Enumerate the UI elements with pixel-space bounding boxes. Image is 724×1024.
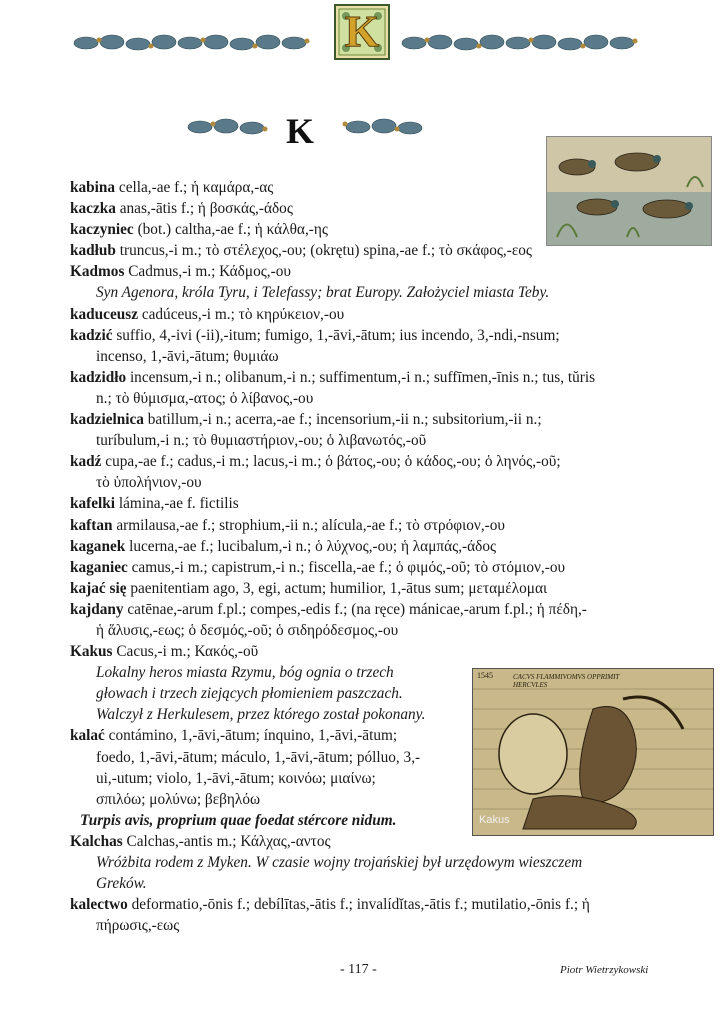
dictionary-entry [70, 240, 670, 261]
entry-headword: kadzić [70, 326, 113, 344]
entry-definition: turíbulum,-i n.; τὸ θυμιαστήριον,-ου; ὁ λιβανωτός,-οῦ [96, 432, 427, 450]
entry-definition: πήρωσις,-εως [96, 917, 180, 935]
dictionary-entry [70, 325, 670, 367]
entry-headword: kadłub [70, 242, 116, 260]
initial-letter: K [344, 7, 380, 56]
entry-headword: Kakus [70, 643, 113, 661]
section-letter: K [286, 111, 315, 151]
entry-definition: incenso, 1,-āvi,-ātum; θυμιάω [96, 347, 279, 365]
entry-headword: kaftan [70, 516, 113, 534]
entry-first-line [70, 641, 462, 662]
entry-definition: suffio, 4,-ivi (-ii),-itum; fumigo, 1,-āvi,-ātum; ius incendo, 3,-ndi,-nsum; [116, 326, 560, 344]
entry-first-line [70, 894, 670, 915]
entry-headword: kadź [70, 453, 102, 471]
entry-definition: σπιλόω; μολύνω; βεβηλόω [96, 790, 261, 808]
entry-headword: kabina [70, 179, 116, 196]
entry-first-line [70, 367, 670, 388]
engraving-year: 1545 [477, 671, 493, 680]
dictionary-entry [70, 177, 670, 198]
entry-note: Walczył z Herkulesem, przez którego został pokonany. [96, 706, 426, 724]
entry-definition: ui,-utum; violo, 1,-āvi,-ātum; κοινόω; μιαίνω; [96, 769, 376, 787]
dictionary-entry [70, 304, 670, 325]
entry-continuation-line [70, 768, 462, 789]
entry-first-line [70, 451, 670, 472]
dictionary-entry [70, 198, 670, 219]
entry-first-line [70, 578, 670, 599]
engraving-label: Kakus [479, 814, 510, 826]
dictionary-entry [70, 641, 462, 725]
entry-continuation-line [70, 747, 462, 768]
entry-continuation-line [70, 388, 670, 409]
dictionary-entry [70, 578, 670, 599]
dictionary-entry [70, 451, 670, 493]
entry-headword: kaduceusz [70, 305, 138, 323]
entry-definition: batillum,-i n.; acerra,-ae f.; incensorium,-ii n.; subsitorium,-ii n.; [147, 411, 542, 429]
entry-headword: kalectwo [70, 896, 128, 914]
entry-definition: incensum,-i n.; olibanum,-i n.; suffimentum,-i n.; suffīmen,-īnis n.; tus, tŭris [129, 368, 596, 386]
entry-first-line [70, 493, 670, 514]
entry-continuation-line [70, 789, 462, 810]
entry-definition: foedo, 1,-āvi,-ātum; máculo, 1,-āvi,-ātum; pólluo, 3,- [96, 748, 421, 766]
entry-definition: lucerna,-ae f.; lucibalum,-i n.; ὁ λύχνος,-ου; ἡ λαμπάς,-άδος [129, 537, 497, 555]
dictionary-entry [70, 536, 670, 557]
entry-definition: τὸ ὑπολήνιον,-ου [96, 474, 202, 492]
ornament-small-right [330, 112, 424, 142]
entry-headword: kadzidło [70, 368, 127, 386]
dictionary-entry [70, 219, 670, 240]
entry-continuation-line [70, 346, 670, 367]
entry-headword: kadzielnica [70, 411, 144, 429]
ornament-wreath-left [72, 28, 322, 58]
entry-first-line [70, 409, 670, 430]
entry-definition: camus,-i m.; capistrum,-i n.; fiscella,-ae f.; ὁ φιμός,-οῦ; τὸ στόμιον,-ου [131, 558, 566, 576]
decorated-initial [334, 4, 390, 60]
entry-definition: anas,-ātis f.; ἡ βοσκάς,-άδος [119, 200, 293, 218]
dictionary-entry [70, 261, 670, 303]
entry-note: Lokalny heros miasta Rzymu, bóg ognia o trzech [96, 664, 394, 682]
entry-headword: kalać [70, 727, 105, 745]
entry-headword: kaczka [70, 200, 116, 218]
entry-definition: paenitentiam ago, 3, egi, actum; humilior, 1,-ātus sum; μεταμέλομαι [130, 579, 548, 597]
author-name: Piotr Wietrzykowski [560, 964, 649, 976]
entry-definition: Cacus,-i m.; Κακός,-οῦ [116, 643, 259, 661]
entry-definition: (bot.) caltha,-ae f.; ἡ κάλθα,-ης [137, 221, 328, 239]
entry-headword: kaganek [70, 537, 126, 555]
entry-definition: catēnae,-arum f.pl.; compes,-edis f.; (na ręce) mánicae,-arum f.pl.; ἡ πέδη,- [127, 600, 587, 618]
entry-definition: n.; τὸ θύμισμα,-ατος; ὁ λίβανος,-ου [96, 389, 314, 407]
entry-first-line [70, 240, 670, 261]
ornament-wreath-right [400, 28, 650, 58]
entry-first-line [70, 325, 670, 346]
entry-note: Wróżbita rodem z Myken. W czasie wojny trojańskiej był urzędowym wieszczem [96, 854, 583, 871]
dictionary-entry [70, 831, 670, 894]
page-number: - 117 - [340, 962, 377, 977]
entry-headword: kaczyniec [70, 221, 134, 239]
entry-note: głowach i trzech ziejących płomieniem paszczach. [96, 685, 403, 703]
entry-first-line [70, 599, 670, 620]
entry-definition: cadúceus,-i m.; τὸ κηρύκειον,-ου [141, 305, 345, 323]
dictionary-entry [70, 557, 670, 578]
entry-continuation-line [70, 472, 670, 493]
entry-first-line [70, 557, 670, 578]
entry-first-line [70, 261, 670, 282]
entry-definition: cupa,-ae f.; cadus,-i m.; lacus,-i m.; ὁ βάτος,-ου; ὁ κάδος,-ου; ὁ ληνός,-οῦ; [105, 453, 561, 471]
entry-definition: Calchas,-antis m.; Κάλχας,-αντος [126, 832, 331, 850]
entry-first-line [70, 304, 670, 325]
entry-headword: kafelki [70, 495, 116, 513]
entry-note: Greków. [96, 875, 147, 893]
ornament-small-left [186, 112, 280, 142]
entry-headword: kajdany [70, 600, 124, 618]
entry-definition: armilausa,-ae f.; strophium,-ii n.; alícula,-ae f.; τὸ στρόφιον,-ου [116, 516, 505, 534]
entry-definition: deformatio,-ōnis f.; debílītas,-ātis f.; invalídĭtas,-ātis f.; mutilatio,-ōnis f.; ἡ [131, 896, 590, 914]
entry-definition: Cadmus,-i m.; Κάδμος,-ου [128, 263, 291, 281]
dictionary-entry [70, 515, 670, 536]
entry-continuation-line [70, 915, 670, 936]
entry-definition: cella,-ae f.; ἡ καμάρα,-ας [118, 179, 274, 196]
entry-definition: lámina,-ae f. fictilis [118, 495, 239, 513]
entry-first-line [70, 198, 670, 219]
engraving-caption: CACVS FLAMMIVOMVS OPPRIMIT HERCVLES [513, 673, 620, 689]
entry-headword: kajać się [70, 579, 127, 597]
entry-first-line [70, 536, 670, 557]
entry-definition: ἡ ἅλυσις,-εως; ὁ δεσμός,-οῦ; ὁ σιδηρόδεσμος,-ου [96, 621, 399, 639]
entry-note: Syn Agenora, króla Tyru, i Telefassy; brat Europy. Założyciel miasta Teby. [96, 284, 550, 302]
entry-first-line [70, 219, 670, 240]
cacus-engraving-image [472, 668, 714, 836]
entry-definition: contámino, 1,-āvi,-ātum; ínquino, 1,-āvi,-ātum; [108, 727, 398, 745]
entry-continuation-line [70, 620, 670, 641]
dictionary-entry [70, 493, 670, 514]
dictionary-entry [70, 599, 670, 641]
entry-first-line [70, 515, 670, 536]
dictionary-entry [70, 409, 670, 451]
dictionary-entry [70, 367, 670, 409]
entry-continuation-line [70, 430, 670, 451]
dictionary-entry [70, 894, 670, 936]
entry-first-line [70, 725, 462, 746]
entry-headword: Kadmos [70, 263, 125, 281]
entry-first-line [70, 177, 670, 198]
dictionary-entry [70, 725, 462, 809]
proverb: Turpis avis, proprium quae foedat stércore nidum. [80, 811, 397, 829]
entry-headword: kaganiec [70, 558, 128, 576]
entry-headword: Kalchas [70, 832, 123, 850]
entry-definition: truncus,-i m.; τὸ στέλεχος,-ου; (okrętu) spina,-ae f.; τὸ σκάφος,-εος [119, 242, 532, 260]
